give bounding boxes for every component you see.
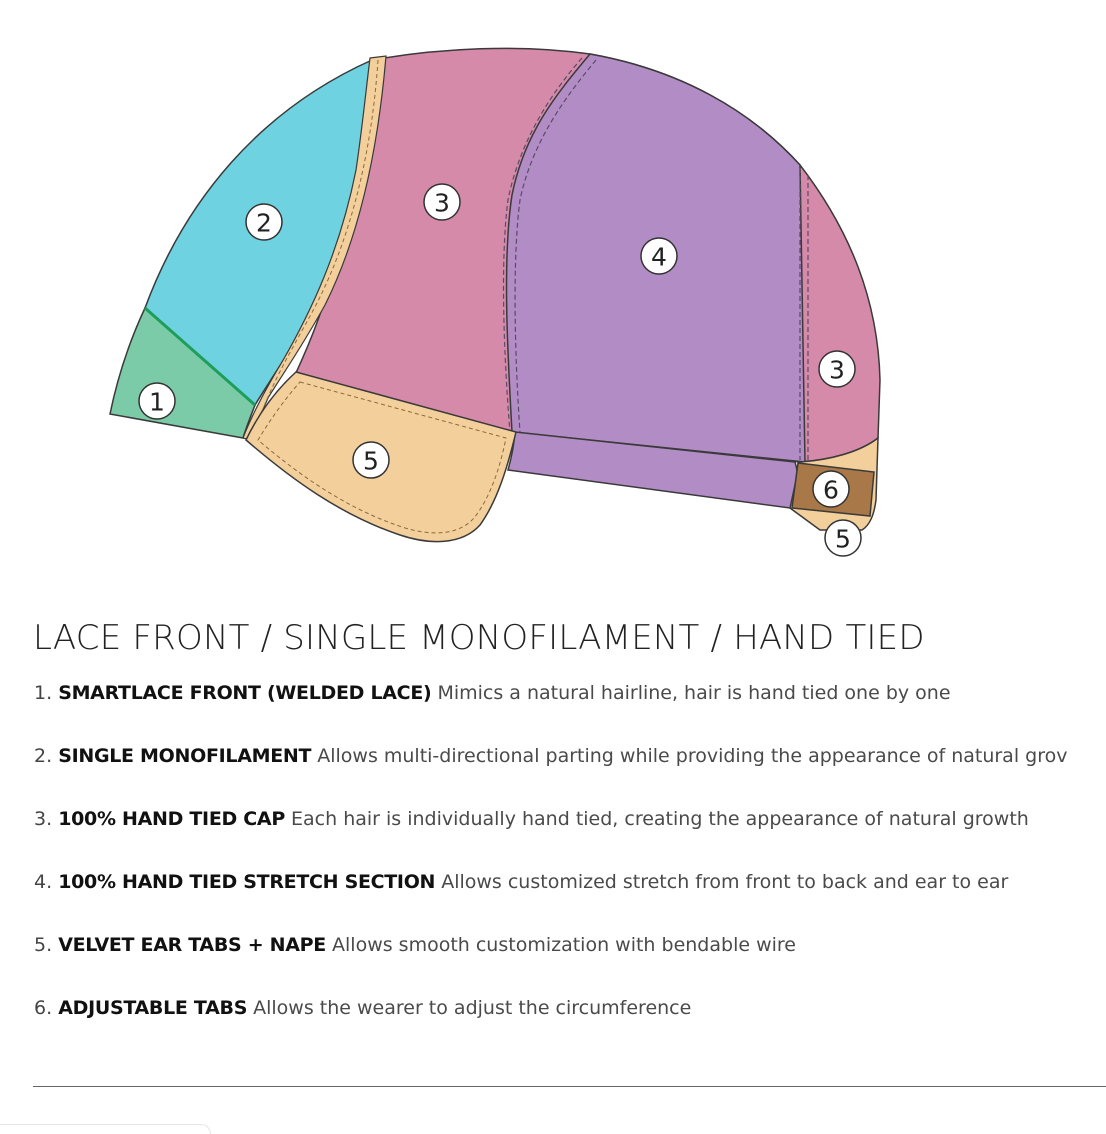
- marker-5-front: [353, 442, 389, 478]
- feature-index: 1.: [34, 682, 53, 704]
- feature-item: [34, 740, 1067, 803]
- feature-description: Allows multi-directional parting while providing the appearance of natural grov: [317, 745, 1068, 767]
- feature-list: [34, 677, 1067, 1055]
- feature-index: 4.: [34, 871, 53, 893]
- feature-index: 3.: [34, 808, 53, 830]
- marker-3-back: [819, 351, 855, 387]
- feature-item: [34, 803, 1067, 866]
- feature-index: 5.: [34, 934, 53, 956]
- feature-index: 2.: [34, 745, 53, 767]
- feature-item: [34, 929, 1067, 992]
- marker-5-nape-label: 5: [835, 524, 851, 554]
- marker-3-back-label: 3: [829, 355, 845, 385]
- marker-4-label: 4: [651, 242, 667, 272]
- feature-description: Each hair is individually hand tied, creating the appearance of natural growth: [291, 808, 1029, 830]
- marker-1: [139, 383, 175, 419]
- feature-index: 6.: [34, 997, 53, 1019]
- feature-description: Allows smooth customization with bendable wire: [332, 934, 796, 956]
- cap-construction-title: LACE FRONT / SINGLE MONOFILAMENT / HAND TIED: [33, 618, 925, 658]
- marker-1-label: 1: [149, 387, 165, 417]
- marker-5-front-label: 5: [363, 446, 379, 476]
- feature-name: VELVET EAR TABS + NAPE: [58, 934, 326, 956]
- feature-description: Mimics a natural hairline, hair is hand tied one by one: [437, 682, 951, 704]
- feature-item: [34, 677, 1067, 740]
- feature-item: [34, 866, 1067, 929]
- section-divider: [33, 1086, 1106, 1087]
- feature-item: [34, 992, 1067, 1055]
- marker-3-top-label: 3: [434, 188, 450, 218]
- feature-description: Allows the wearer to adjust the circumference: [253, 997, 692, 1019]
- feature-name: ADJUSTABLE TABS: [58, 997, 248, 1019]
- marker-2-label: 2: [256, 208, 272, 238]
- feature-description: Allows customized stretch from front to back and ear to ear: [441, 871, 1009, 893]
- marker-5-nape: [825, 520, 861, 556]
- marker-2: [246, 204, 282, 240]
- marker-6-label: 6: [823, 475, 839, 505]
- marker-4: [641, 238, 677, 274]
- feature-name: 100% HAND TIED CAP: [58, 808, 285, 830]
- feature-name: SINGLE MONOFILAMENT: [58, 745, 312, 767]
- marker-3-top: [424, 184, 460, 220]
- marker-6: [813, 471, 849, 507]
- feature-name: 100% HAND TIED STRETCH SECTION: [58, 871, 436, 893]
- feature-name: SMARTLACE FRONT (WELDED LACE): [58, 682, 432, 704]
